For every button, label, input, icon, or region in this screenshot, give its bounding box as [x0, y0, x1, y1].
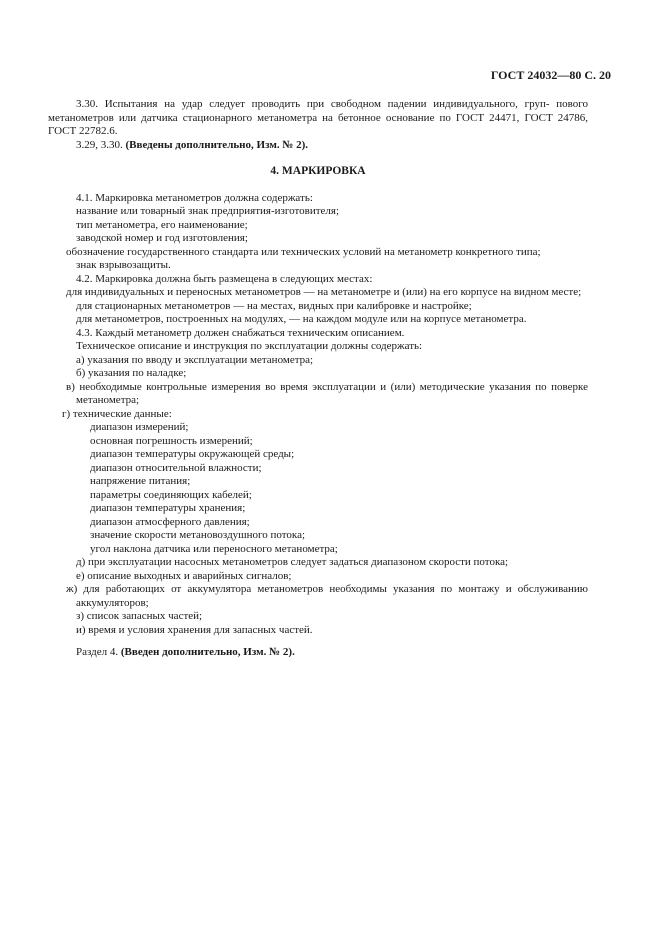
- list-item-v: в) необходимые контрольные измерения во время эксплуатации и (или) методические указания по поверке метанометра;: [66, 380, 588, 406]
- list-item: тип метанометра, его наименование;: [76, 218, 248, 231]
- list-item: знак взрывозащиты.: [76, 259, 171, 271]
- list-item-g: г) технические данные:: [62, 407, 172, 420]
- paragraph-3-30-line2: пового метанометров или датчика стационарного метанометра на бетонное основание по ГОСТ 24471, ГОСТ 24786, ГОСТ 22782.6.: [48, 98, 589, 137]
- amendment-note-3-text: (Введены дополнительно, Изм. № 2).: [125, 138, 309, 151]
- paragraph-4-1: 4.1. Маркировка метанометров должна содержать:: [76, 191, 313, 204]
- technical-data-item: напряжение питания;: [90, 475, 191, 487]
- technical-data-list: [48, 421, 588, 556]
- amendment-note-3-prefix: 3.29, 3.30.: [76, 138, 123, 151]
- technical-data-item: значение скорости метановоздушного потока;: [90, 529, 306, 541]
- list-item-z: з) список запасных частей;: [76, 610, 203, 622]
- technical-data-item: угол наклона датчика или переносного метанометра;: [90, 542, 338, 555]
- technical-data-item: диапазон атмосферного давления;: [90, 515, 250, 528]
- list-item: для метанометров, построенных на модулях, — на каждом модуле или на корпусе метанометра.: [76, 313, 527, 325]
- paragraph-4-3-intro: Техническое описание и инструкция по эксплуатации должны содержать:: [76, 340, 423, 352]
- technical-data-item: диапазон температуры окружающей среды;: [90, 448, 295, 460]
- amendment-note-4-prefix: Раздел 4.: [76, 646, 119, 658]
- list-item-e: е) описание выходных и аварийных сигналов;: [76, 569, 292, 582]
- amendment-note-4: [48, 646, 588, 660]
- amendment-note-3: [48, 139, 588, 153]
- list-item: для индивидуальных и переносных метанометров — на метанометре и (или) на его корпусе на видном месте;: [66, 286, 582, 298]
- paragraph-4-2: 4.2. Маркировка должна быть размещена в следующих местах:: [76, 272, 373, 285]
- list-item: обозначение государственного стандарта или технических условий на метанометр конкретного типа;: [66, 245, 541, 258]
- list-item: заводской номер и год изготовления;: [76, 232, 248, 244]
- list-item-zh: ж) для работающих от аккумулятора метанометров необходимы указания по монтажу и обслуживанию аккумуляторов;: [66, 583, 588, 609]
- technical-data-item: диапазон измерений;: [90, 421, 189, 433]
- amendment-note-4-text: (Введен дополнительно, Изм. № 2).: [120, 646, 295, 658]
- list-item: для стационарных метанометров — на местах, видных при калибровке и настройке;: [76, 299, 472, 312]
- paragraph-3-30-number: 3.30.: [76, 98, 98, 110]
- document-body: [48, 98, 588, 660]
- spacer: [48, 637, 588, 646]
- technical-data-item: диапазон относительной влажности;: [90, 461, 262, 474]
- technical-data-item: параметры соединяющих кабелей;: [90, 488, 252, 501]
- list-item: название или товарный знак предприятия-изготовителя;: [76, 205, 340, 217]
- list-item-b: б) указания по наладке;: [76, 367, 187, 379]
- list-item-a: а) указания по вводу и эксплуатации метанометра;: [76, 353, 314, 366]
- paragraph-3-30-line1: Испытания на удар следует проводить при свободном падении индивидуального, груп-: [104, 98, 550, 110]
- page-header: ГОСТ 24032—80 С. 20: [490, 68, 611, 82]
- list-item-i: и) время и условия хранения для запасных частей.: [76, 623, 313, 636]
- list-item-d: д) при эксплуатации насосных метанометров следует задаться диапазоном скорости потока;: [76, 556, 509, 568]
- technical-data-item: диапазон температуры хранения;: [90, 502, 246, 514]
- section-title: 4. МАРКИРОВКА: [270, 165, 366, 177]
- technical-data-item: основная погрешность измерений;: [90, 434, 253, 447]
- paragraph-4-3: 4.3. Каждый метанометр должен снабжаться техническим описанием.: [76, 326, 405, 339]
- paragraph-3-30: [48, 98, 588, 139]
